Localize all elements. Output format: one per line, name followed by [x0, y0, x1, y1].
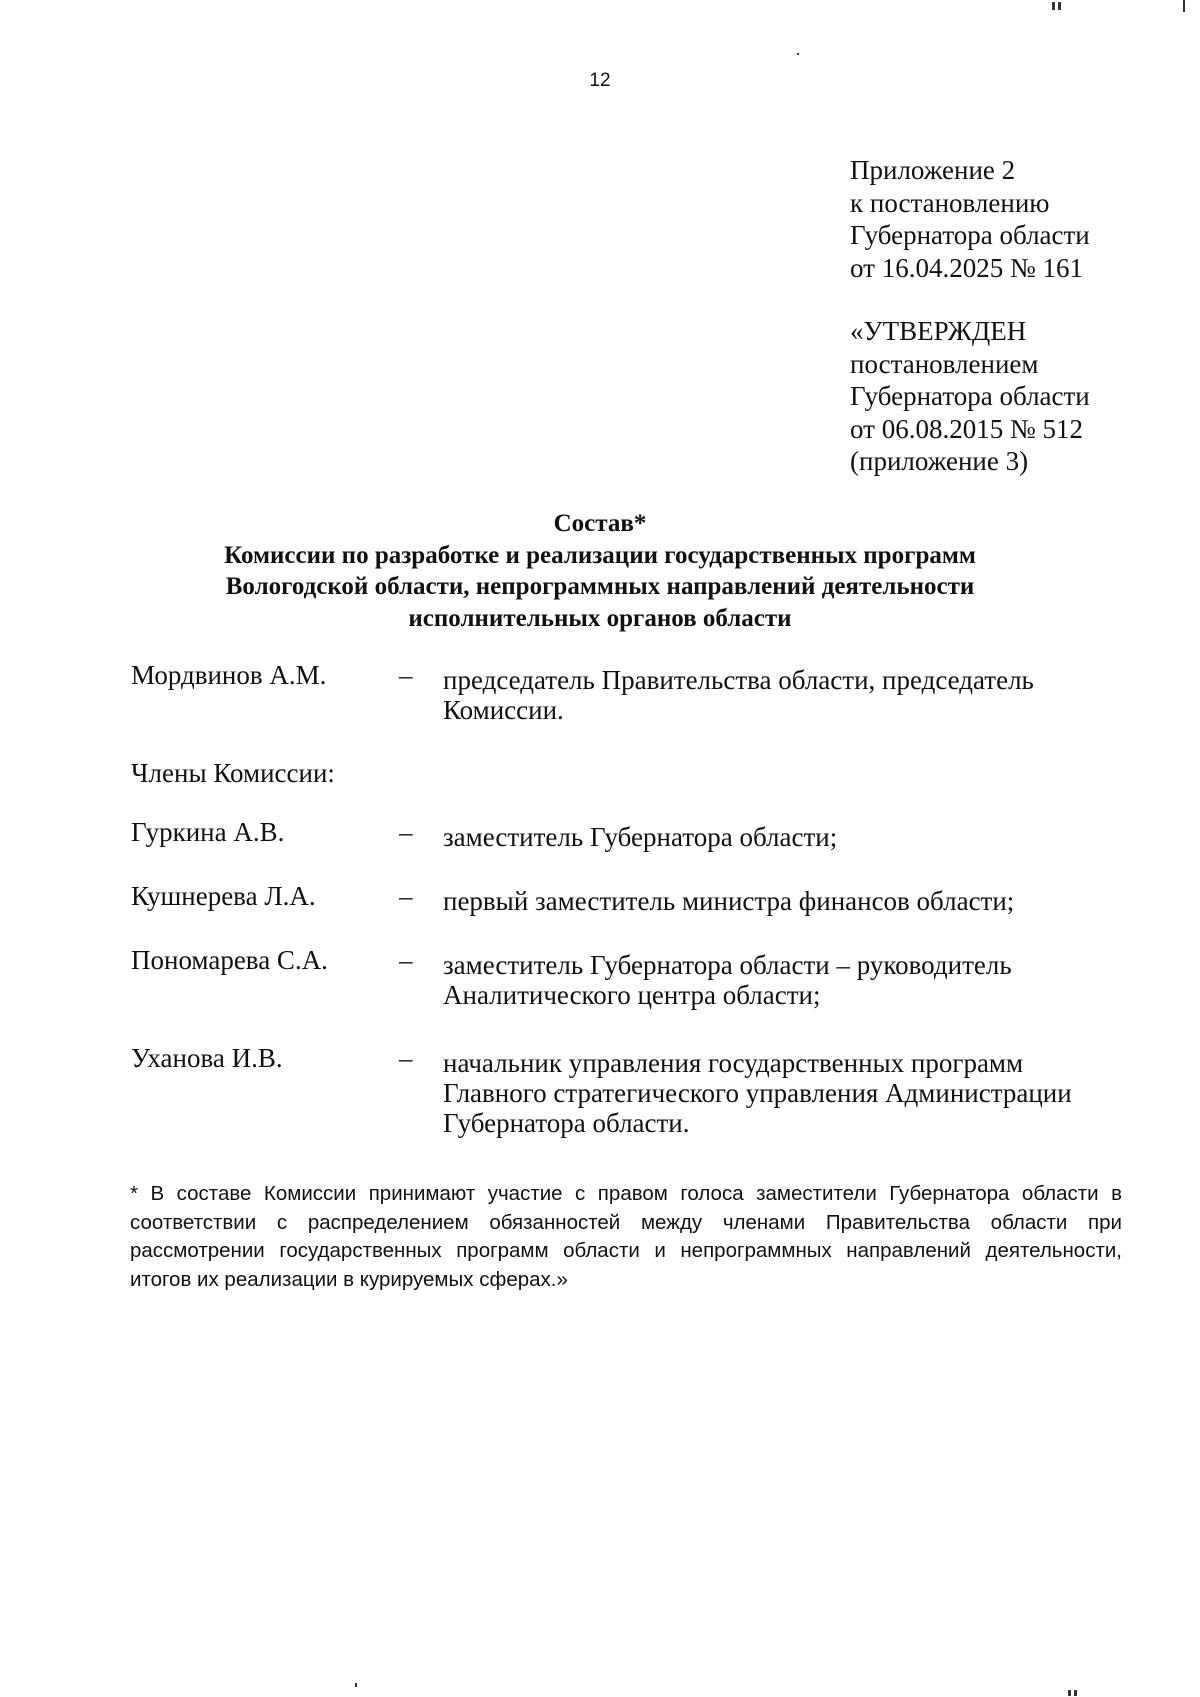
member-dash: – — [399, 945, 413, 975]
appendix-block — [850, 154, 1090, 284]
scan-speck — [797, 53, 799, 55]
approval-line: «УТВЕРЖДЕН — [850, 316, 1027, 346]
member-name: Гуркина А.В. — [131, 817, 285, 847]
member-role: заместитель Губернатора области; — [443, 822, 838, 852]
member-name: Кушнерева Л.А. — [131, 881, 316, 911]
member-row-container — [131, 1043, 1121, 1138]
member-dash: – — [399, 660, 413, 690]
approval-block — [850, 315, 1090, 478]
heading-subtitle-line: исполнительных органов области — [408, 604, 792, 632]
members-label: Члены Комиссии: — [131, 758, 335, 788]
appendix-line: Губернатора области — [850, 220, 1090, 250]
approval-line: Губернатора области — [850, 381, 1090, 411]
scan-speck — [1074, 1690, 1077, 1696]
member-name: Пономарева С.А. — [131, 945, 328, 975]
appendix-line: от 16.04.2025 № 161 — [850, 252, 1083, 283]
member-row-container — [131, 945, 1121, 1010]
member-role: председатель Правительства области, председатель Комиссии. — [443, 665, 1034, 725]
approval-line: постановлением — [850, 348, 1039, 379]
approval-line: от 06.08.2015 № 512 — [850, 413, 1083, 444]
heading-title: Состав* — [553, 510, 647, 537]
approval-line: (приложение 3) — [850, 446, 1029, 476]
scan-speck — [1068, 1690, 1071, 1696]
member-dash: – — [399, 881, 413, 911]
scan-speck — [1052, 2, 1055, 10]
appendix-line: к постановлению — [850, 187, 1050, 218]
member-role: первый заместитель министра финансов области; — [443, 886, 1015, 916]
chairman-row — [131, 660, 1121, 725]
scan-speck — [355, 1683, 357, 1687]
member-role: заместитель Губернатора области – руководитель Аналитического центра области; — [443, 950, 1012, 1010]
member-row — [131, 817, 1121, 852]
scan-speck — [1058, 2, 1061, 10]
member-row — [131, 1043, 1121, 1138]
member-row-container — [131, 817, 1121, 852]
member-name: Уханова И.В. — [131, 1043, 283, 1073]
footnote: * В составе Комиссии принимают участие с правом голоса заместители Губернатора области в соответствии с распределением обязанностей между членами Правительства области при рассмотрении государственных программ области и непрограммных направлений деятельности, итогов их реализации в курируемых сферах.» — [130, 1182, 1122, 1291]
chairman-row-container — [131, 660, 1121, 725]
member-row — [131, 945, 1121, 1010]
member-name: Мордвинов А.М. — [131, 660, 327, 690]
heading-subtitle-line: Комиссии по разработке и реализации государственных программ — [224, 541, 976, 569]
heading-subtitle-line: Вологодской области, непрограммных направлений деятельности — [225, 573, 975, 600]
appendix-line: Приложение 2 — [850, 155, 1016, 185]
document-heading — [0, 508, 1200, 634]
page-number: 12 — [589, 70, 611, 91]
member-dash: – — [399, 1043, 413, 1073]
member-row — [131, 881, 1121, 916]
member-row-container — [131, 881, 1121, 916]
member-role: начальник управления государственных программ Главного стратегического управления Администрации Губернатора области. — [443, 1048, 1072, 1138]
member-dash: – — [399, 817, 413, 847]
scan-speck — [1183, 0, 1185, 12]
